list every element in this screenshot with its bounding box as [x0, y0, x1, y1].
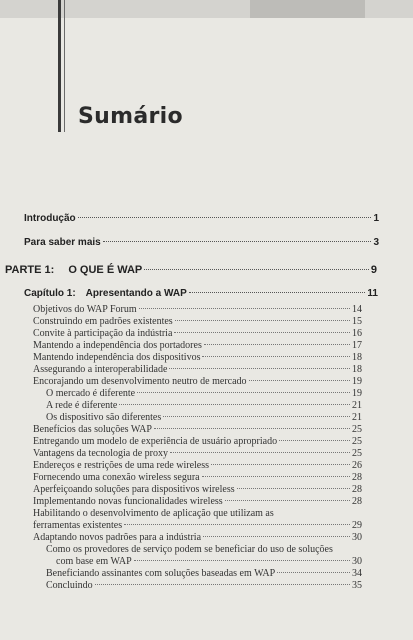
toc-subentry: [46, 580, 362, 591]
toc-label: Objetivos do WAP Forum: [33, 304, 137, 315]
toc-page-number: 28: [352, 484, 362, 495]
toc-page-number: 25: [352, 436, 362, 447]
toc-page-number: 28: [352, 496, 362, 507]
toc-label: O mercado é diferente: [46, 388, 136, 399]
toc-label: Entregando um modelo de experiência de usuário apropriado: [33, 436, 278, 447]
toc-label: Introdução: [24, 213, 76, 224]
toc-entry: [33, 520, 362, 531]
toc-page-number: 18: [352, 352, 362, 363]
part-number: PARTE 1:: [5, 264, 55, 276]
toc-label: Beneficiando assinantes com soluções baseadas em WAP: [46, 568, 276, 579]
toc-label: A rede é diferente: [46, 400, 118, 411]
toc-entry: [33, 460, 362, 471]
toc-entry: [33, 328, 362, 339]
toc-page-number: 19: [352, 376, 362, 387]
toc-page-number: 1: [373, 213, 379, 224]
toc-entry: [33, 424, 362, 435]
dot-leader: [202, 356, 350, 357]
toc-entry: [33, 352, 362, 363]
dot-leader: [202, 476, 350, 477]
toc-entry: [33, 484, 362, 495]
toc-label: Benefícios das soluções WAP: [33, 424, 152, 435]
toc-intro-row: [24, 237, 379, 248]
dot-leader: [124, 524, 350, 525]
toc-label: Endereços e restrições de uma rede wireless: [33, 460, 210, 471]
toc-label: Para saber mais: [24, 237, 101, 248]
toc-chapter-row: [24, 288, 378, 299]
toc-subentry-line: Como os provedores de serviço podem se beneficiar do uso de soluções: [46, 544, 333, 555]
toc-subentry: [46, 388, 362, 399]
part-title: O QUE É WAP: [68, 264, 143, 276]
toc-label: Convite à participação da indústria: [33, 328, 173, 339]
toc-entry: [33, 532, 362, 543]
dot-leader: [225, 500, 350, 501]
toc-page-number: 34: [352, 568, 362, 579]
toc-entry: [33, 496, 362, 507]
toc-part-row: [5, 264, 377, 276]
dot-leader: [174, 332, 350, 333]
toc-page-number: 19: [352, 388, 362, 399]
dot-leader: [175, 320, 350, 321]
dot-leader: [154, 428, 350, 429]
toc-label: Construindo em padrões existentes: [33, 316, 173, 327]
toc-page-number: 3: [373, 237, 379, 248]
dot-leader: [95, 584, 350, 585]
toc-entry: [33, 376, 362, 387]
toc-page-number: 26: [352, 460, 362, 471]
toc-entry: [33, 316, 362, 327]
toc-page-number: 30: [352, 556, 362, 567]
dot-leader: [137, 392, 350, 393]
toc-label: com base em WAP: [56, 556, 132, 567]
page-title: Sumário: [78, 104, 183, 129]
toc-subentry: [56, 556, 362, 567]
toc-page-number: 18: [352, 364, 362, 375]
toc-label: Fornecendo uma conexão wireless segura: [33, 472, 200, 483]
toc-label: Implementando novas funcionalidades wireless: [33, 496, 223, 507]
toc-label: Aperfeiçoando soluções para dispositivos wireless: [33, 484, 235, 495]
dot-leader: [144, 269, 369, 270]
toc-subentry: [46, 412, 362, 423]
page-top-shadow-dark: [250, 0, 365, 18]
toc-label: Os dispositivo são diferentes: [46, 412, 162, 423]
toc-page-number: 17: [352, 340, 362, 351]
toc-label: ferramentas existentes: [33, 520, 123, 531]
toc-page-number: 21: [352, 412, 362, 423]
toc-page-number: 28: [352, 472, 362, 483]
toc-label: Mantendo a independência dos portadores: [33, 340, 202, 351]
dot-leader: [119, 404, 350, 405]
toc-entry-line: Habilitando o desenvolvimento de aplicação que utilizam as: [33, 508, 274, 519]
dot-leader: [139, 308, 350, 309]
toc-intro-row: [24, 213, 379, 224]
toc-page-number: 15: [352, 316, 362, 327]
chapter-number: Capítulo 1:: [24, 288, 76, 299]
toc-page-number: 35: [352, 580, 362, 591]
dot-leader: [169, 368, 350, 369]
toc-entry: [33, 364, 362, 375]
toc-entry: [33, 472, 362, 483]
dot-leader: [211, 464, 350, 465]
dot-leader: [277, 572, 350, 573]
toc-page-number: 9: [370, 264, 377, 276]
toc-entry: [33, 448, 362, 459]
toc-label: Assegurando a interoperabilidade: [33, 364, 168, 375]
toc-page-number: 14: [352, 304, 362, 315]
dot-leader: [189, 292, 366, 293]
toc-page-number: 25: [352, 448, 362, 459]
toc-page-number: 30: [352, 532, 362, 543]
toc-subentry: [46, 400, 362, 411]
toc-page-number: 25: [352, 424, 362, 435]
chapter-title: Apresentando a WAP: [85, 288, 187, 299]
dot-leader: [103, 241, 372, 242]
decorative-vertical-rule-thin: [64, 0, 65, 132]
toc-page-number: 29: [352, 520, 362, 531]
dot-leader: [204, 344, 350, 345]
toc-label: Adaptando novos padrões para a indústria: [33, 532, 202, 543]
dot-leader: [249, 380, 350, 381]
toc-label: Vantagens da tecnologia de proxy: [33, 448, 168, 459]
dot-leader: [279, 440, 350, 441]
dot-leader: [170, 452, 350, 453]
toc-subentry: [46, 568, 362, 579]
toc-entry: [33, 304, 362, 315]
dot-leader: [237, 488, 350, 489]
toc-page-number: 16: [352, 328, 362, 339]
decorative-vertical-rule: [58, 0, 61, 132]
toc-entry: [33, 436, 362, 447]
toc-page-number: 21: [352, 400, 362, 411]
toc-label: Encorajando um desenvolvimento neutro de mercado: [33, 376, 247, 387]
toc-label: Concluindo: [46, 580, 93, 591]
toc-page-number: 11: [367, 288, 378, 299]
dot-leader: [78, 217, 372, 218]
dot-leader: [163, 416, 350, 417]
toc-entry: [33, 340, 362, 351]
dot-leader: [134, 560, 350, 561]
dot-leader: [203, 536, 350, 537]
toc-label: Mantendo independência dos dispositivos: [33, 352, 201, 363]
